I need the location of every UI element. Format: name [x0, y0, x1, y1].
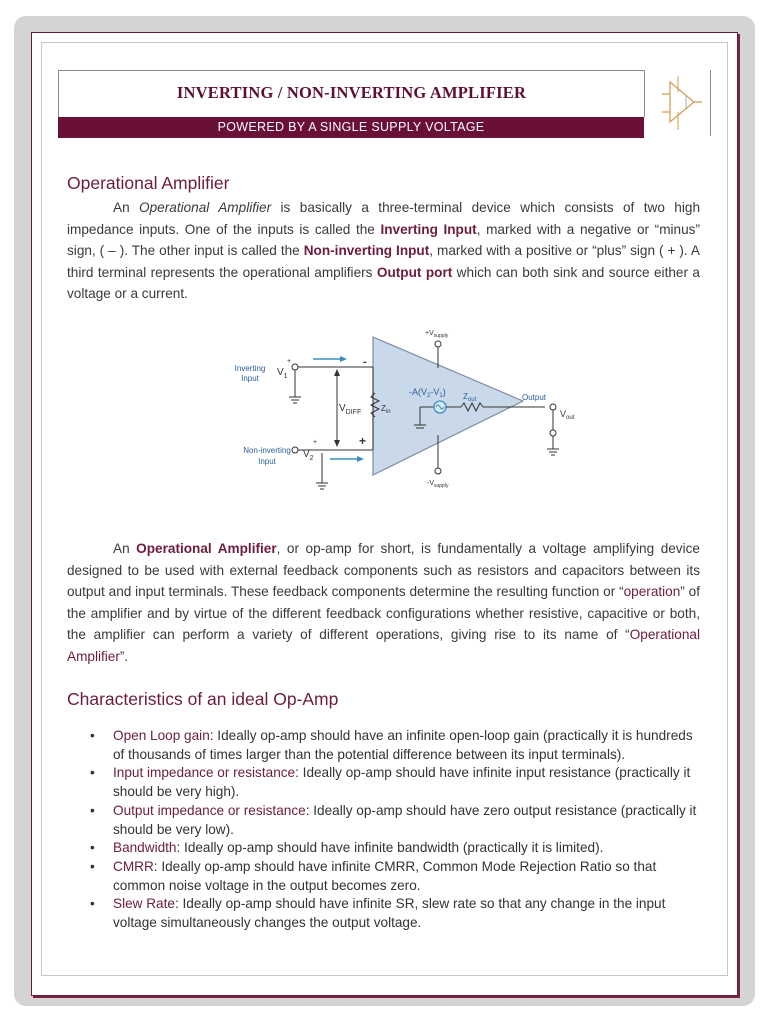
page-subtitle: POWERED BY A SINGLE SUPPLY VOLTAGE [58, 117, 644, 138]
label-inverting-input-2: Input [241, 374, 259, 383]
svg-text:+Vsupply: $+V_{supply}$ [425, 330, 449, 339]
op-amp-triangle [373, 337, 523, 475]
list-item: • Open Loop gain: Ideally op-amp should have an infinite open-loop gain (practically it is hundreds of thousands of times larger than the potential difference between its input terminals). [90, 728, 693, 762]
list-item: • Input impedance or resistance: Ideally op-amp should have infinite input resistance (practically it should be very high). [90, 765, 691, 800]
label-inverting-input: Inverting [234, 364, 266, 373]
section-heading-operational-amplifier: Operational Amplifier [67, 173, 230, 193]
term-non-inverting-input: Non-inverting Input [303, 243, 430, 258]
op-amp-logo-icon [656, 70, 711, 136]
characteristics-list [90, 727, 698, 933]
list-item: • Slew Rate: Ideally op-amp should have infinite SR, slew rate so that any change in the input voltage simultaneously changes the output voltage. [90, 896, 666, 931]
svg-text:Vout: $V_{out}$ [560, 409, 575, 421]
page-title: INVERTING / NON-INVERTING AMPLIFIER [176, 83, 527, 102]
list-item: • Bandwidth: Ideally op-amp should have infinite bandwidth (practically it is limited). [90, 840, 604, 856]
svg-text:-A(V2-V1): $-A(V_2-V_1)$ [409, 387, 446, 399]
label-noninverting-input-2: Input [258, 457, 276, 466]
plus-sign: + [359, 434, 367, 448]
op-amp-diagram [225, 325, 585, 500]
list-item: • Output impedance or resistance: Ideally op-amp should have zero output resistance (practically it should be very low). [90, 802, 697, 837]
term-inverting-input: Inverting Input [380, 221, 477, 237]
minus-sign: - [363, 356, 367, 368]
svg-text:V2: $V_2$ [303, 449, 314, 462]
svg-text:VDIFF: $V_{DIFF}$ [339, 403, 362, 416]
title-box [58, 70, 645, 117]
svg-text:+: + [287, 358, 292, 365]
intro-paragraph: An Operational Amplifier is basically a three-terminal device which consists of two high impedance inputs. One of the inputs is called the Inverting Input, marked with a negative or “minus” sign, ( – ). The other input is called the Non-inverting Input, marked with a positive or “plus” sign ( + ). A third terminal represents the operational amplifiers Output port which can both sink and source either a voltage or a current. [67, 200, 700, 301]
svg-text:-Vsupply: $-V_{supply}$ [427, 480, 449, 489]
label-noninverting-input: Non-inverting [243, 446, 291, 455]
label-output: Output [522, 393, 547, 402]
term-output-port: Output port [376, 264, 453, 280]
svg-text:+: + [313, 439, 318, 446]
list-item: • CMRR: Ideally op-amp should have infinite CMRR, Common Mode Rejection Ratio so that common noise voltage in the output becomes zero. [90, 858, 657, 893]
svg-text:Zin: $Z_{in}$ [381, 404, 391, 415]
op-amp-description-paragraph: An Operational Amplifier, or op-amp for short, is fundamentally a voltage amplifying device designed to be used with external feedback components such as resistors and capacitors between its output and input terminals. These feedback components determine the resulting function or “operation” of the amplifier and by virtue of the different feedback configurations whether resistive, capacitive or both, the amplifier can perform a variety of different operations, giving rise to its name of “Operational Amplifier”. [67, 541, 700, 664]
section-heading-characteristics: Characteristics of an ideal Op-Amp [67, 689, 339, 709]
svg-text:Zout: $Z_{out}$ [463, 392, 477, 403]
svg-text:V1: $V_1$ [277, 367, 288, 380]
